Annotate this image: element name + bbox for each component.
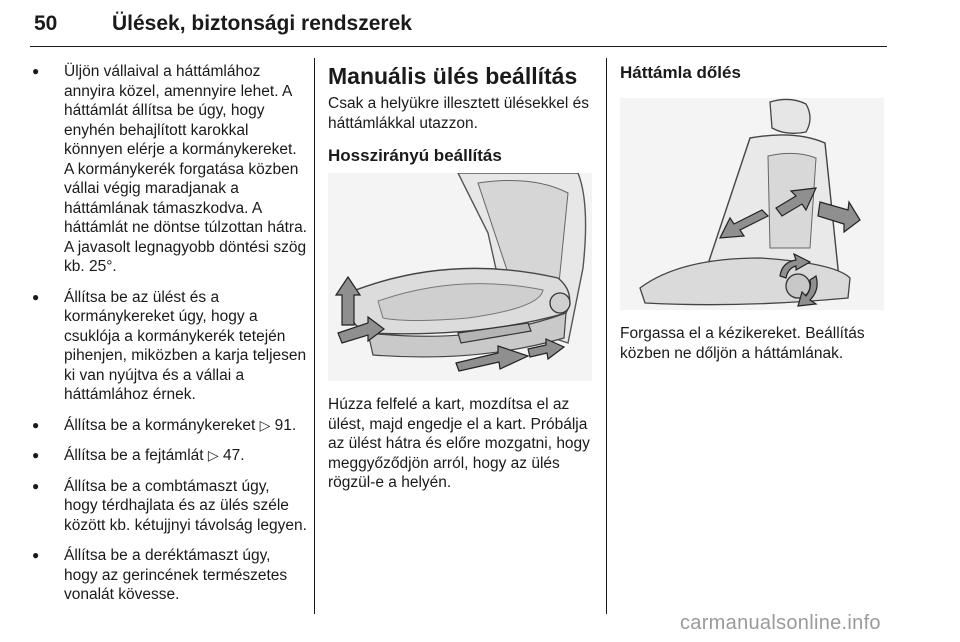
- main-heading: Manuális ülés beállítás: [328, 63, 578, 89]
- page-header: [30, 8, 887, 47]
- list-item: ● Állítsa be a fejtámlát ▷ 47.: [32, 446, 307, 466]
- instruction-list: [32, 62, 307, 605]
- list-item: ● Üljön vállaival a háttámlához annyira közel, amennyire lehet. A háttámlát állítsa be úgy, hogy enyhén behajlított karokkal könnyen elérje a kormánykereket. A kormánykerék forgatása közben vállai végig maradjanak a háttámlának támaszkodva. A háttámlát ne döntse túlzottan hátra. A javasolt legnagyobb döntési szög kb. 25°.: [32, 62, 307, 277]
- column-instructions: [32, 62, 307, 616]
- longitudinal-caption: Húzza felfelé a kart, mozdítsa el az ülést, majd engedje el a kart. Próbálja az ülést hátra és előre mozgatni, hogy meggyőződjön arról, hogy az ülés rögzül-e a helyén.: [328, 396, 590, 491]
- backrest-caption: Forgassa el a kézikereket. Beállítás közben ne dőljön a háttámlának.: [620, 325, 865, 362]
- seat-longitudinal-illustration: [328, 173, 592, 381]
- reference-arrow-icon: ▷: [259, 416, 271, 433]
- column-divider: [606, 58, 607, 614]
- column-divider: [314, 58, 315, 614]
- intro-text: Csak a helyükre illesztett ülésekkel és háttámlákkal utazzon.: [328, 95, 590, 132]
- subheading-backrest: Háttámla dőlés: [620, 63, 741, 82]
- list-item: ● Állítsa be az ülést és a kormánykereket úgy, hogy a csuklója a kormánykerék tetején pihenjen, miközben a karja teljesen ki van nyújtva és a vállai a háttámlához érnek.: [32, 288, 307, 405]
- list-item: ● Állítsa be a deréktámaszt úgy, hogy az gerincének természetes vonalát kövesse.: [32, 546, 307, 605]
- reference-arrow-icon: ▷: [207, 447, 219, 463]
- column-backrest-recline: [620, 62, 888, 363]
- backrest-recline-illustration: [620, 98, 884, 310]
- list-item: ● Állítsa be a combtámaszt úgy, hogy térdhajlata és az ülés széle között kb. kétujjnyi távolság legyen.: [32, 477, 307, 536]
- list-item: ● Állítsa be a kormánykereket ▷ 91.: [32, 416, 307, 436]
- page-reference[interactable]: 47.: [222, 447, 245, 464]
- page-number: 50: [34, 12, 58, 35]
- page-reference[interactable]: 91.: [274, 416, 297, 434]
- watermark: carmanualsonline.info: [680, 612, 881, 634]
- column-manual-seat: [328, 62, 596, 493]
- section-title: Ülések, biztonsági rendszerek: [112, 12, 412, 35]
- subheading-longitudinal: Hosszirányú beállítás: [328, 146, 502, 165]
